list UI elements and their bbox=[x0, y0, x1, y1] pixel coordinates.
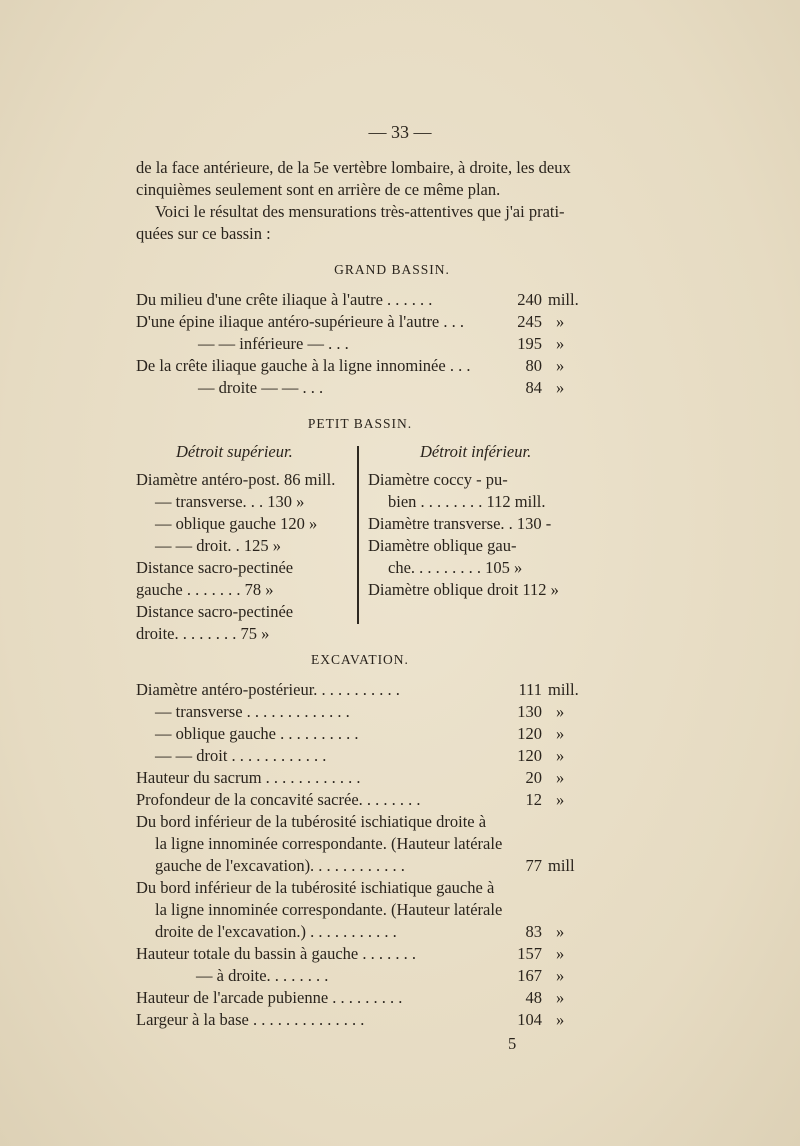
table-row-unit: mill. bbox=[548, 290, 579, 309]
table-row-unit: » bbox=[556, 922, 565, 941]
table-row-unit: » bbox=[556, 1010, 565, 1029]
list-item: — — droit. . 125 » bbox=[155, 536, 282, 555]
signature-mark: 5 bbox=[508, 1034, 517, 1053]
list-item: Distance sacro-pectinée bbox=[136, 558, 294, 577]
table-row-unit: » bbox=[556, 312, 565, 331]
table-row-label: De la crête iliaque gauche à la ligne innominée . . . bbox=[136, 356, 471, 375]
page-number: — 33 — bbox=[368, 122, 432, 142]
table-row-label: — — droit . . . . . . . . . . . . bbox=[155, 746, 327, 765]
column-divider bbox=[357, 446, 359, 624]
table-row-value: 77 bbox=[525, 856, 542, 875]
table-row-label: Largeur à la base . . . . . . . . . . . . . . bbox=[136, 1010, 365, 1029]
table-row-label: — droite — — . . . bbox=[198, 378, 324, 397]
table-row-unit: » bbox=[556, 790, 565, 809]
table-row-unit: » bbox=[556, 702, 565, 721]
intro-line-1: de la face antérieure, de la 5e vertèbre lombaire, à droite, les deux bbox=[136, 158, 571, 177]
list-item: — oblique gauche 120 » bbox=[155, 514, 318, 533]
table-row-value: 240 bbox=[517, 290, 542, 309]
table-row-label: gauche de l'excavation). . . . . . . . . . . . bbox=[155, 856, 405, 875]
table-row-unit: mill bbox=[548, 856, 575, 875]
table-row-unit: » bbox=[556, 356, 565, 375]
list-item: Distance sacro-pectinée bbox=[136, 602, 294, 621]
table-row-label: la ligne innominée correspondante. (Hauteur latérale bbox=[155, 834, 503, 853]
table-row-label: Hauteur de l'arcade pubienne . . . . . . . . . bbox=[136, 988, 403, 1007]
table-row-value: 157 bbox=[517, 944, 542, 963]
table-row-unit: » bbox=[556, 966, 565, 985]
intro-line-4: quées sur ce bassin : bbox=[136, 224, 271, 243]
table-row-label: D'une épine iliaque antéro-supérieure à l'autre . . . bbox=[136, 312, 465, 331]
table-row-unit: » bbox=[556, 768, 565, 787]
table-row-label: la ligne innominée correspondante. (Hauteur latérale bbox=[155, 900, 503, 919]
table-row-label: — transverse . . . . . . . . . . . . . bbox=[155, 702, 350, 721]
table-row-value: 83 bbox=[525, 922, 542, 941]
table-row-label: — à droite. . . . . . . . bbox=[196, 966, 329, 985]
table-row-label: Hauteur du sacrum . . . . . . . . . . . . bbox=[136, 768, 361, 787]
section-title-excavation: EXCAVATION. bbox=[311, 652, 409, 667]
table-row-value: 195 bbox=[517, 334, 542, 353]
table-row-value: 120 bbox=[517, 746, 542, 765]
table-row-label: Du bord inférieur de la tubérosité ischiatique gauche à bbox=[136, 878, 495, 897]
intro-line-2: cinquièmes seulement sont en arrière de ce même plan. bbox=[136, 180, 501, 199]
section-title-grand-bassin: GRAND BASSIN. bbox=[334, 262, 450, 277]
table-row-unit: » bbox=[556, 378, 565, 397]
column-heading-inferieur: Détroit inférieur. bbox=[420, 442, 532, 461]
table-row-value: 84 bbox=[525, 378, 542, 397]
list-item: droite. . . . . . . . 75 » bbox=[136, 624, 270, 643]
list-item: Diamètre coccy - pu- bbox=[368, 470, 508, 489]
table-row-label: Du milieu d'une crête iliaque à l'autre . . . . . . bbox=[136, 290, 433, 309]
list-item: bien . . . . . . . . 112 mill. bbox=[388, 492, 546, 511]
table-row-unit: mill. bbox=[548, 680, 579, 699]
table-row-unit: » bbox=[556, 724, 565, 743]
table-row-label: — oblique gauche . . . . . . . . . . bbox=[155, 724, 359, 743]
list-item: Diamètre oblique gau- bbox=[368, 536, 517, 555]
table-row-value: 130 bbox=[517, 702, 542, 721]
table-row-value: 80 bbox=[525, 356, 542, 375]
table-row-label: Diamètre antéro-postérieur. . . . . . . . . . . bbox=[136, 680, 400, 699]
table-row-label: — — inférieure — . . . bbox=[198, 334, 349, 353]
table-row-unit: » bbox=[556, 746, 565, 765]
table-row-unit: » bbox=[556, 988, 565, 1007]
table-row-unit: » bbox=[556, 944, 565, 963]
table-row-label: Profondeur de la concavité sacrée. . . . . . . . bbox=[136, 790, 421, 809]
section-title-petit-bassin: PETIT BASSIN. bbox=[307, 416, 413, 431]
table-row-label: Hauteur totale du bassin à gauche . . . . . . . bbox=[136, 944, 416, 963]
list-item: Diamètre transverse. . 130 - bbox=[368, 514, 552, 533]
table-row-label: droite de l'excavation.) . . . . . . . . . . . bbox=[155, 922, 397, 941]
table-row-value: 245 bbox=[517, 312, 542, 331]
table-row-value: 12 bbox=[525, 790, 542, 809]
table-row-value: 120 bbox=[517, 724, 542, 743]
table-row-value: 111 bbox=[518, 680, 542, 699]
list-item: Diamètre oblique droit 112 » bbox=[368, 580, 559, 599]
table-row-value: 104 bbox=[517, 1010, 542, 1029]
table-row-value: 20 bbox=[525, 768, 542, 787]
list-item: gauche . . . . . . . 78 » bbox=[136, 580, 274, 599]
table-row-value: 167 bbox=[517, 966, 542, 985]
list-item: Diamètre antéro-post. 86 mill. bbox=[136, 470, 336, 489]
table-row-label: Du bord inférieur de la tubérosité ischiatique droite à bbox=[136, 812, 487, 831]
list-item: che. . . . . . . . . 105 » bbox=[388, 558, 523, 577]
table-row-unit: » bbox=[556, 334, 565, 353]
table-row-value: 48 bbox=[525, 988, 542, 1007]
column-heading-superieur: Détroit supérieur. bbox=[176, 442, 293, 461]
list-item: — transverse. . . 130 » bbox=[155, 492, 305, 511]
intro-line-3: Voici le résultat des mensurations très-attentives que j'ai prati- bbox=[155, 202, 565, 221]
